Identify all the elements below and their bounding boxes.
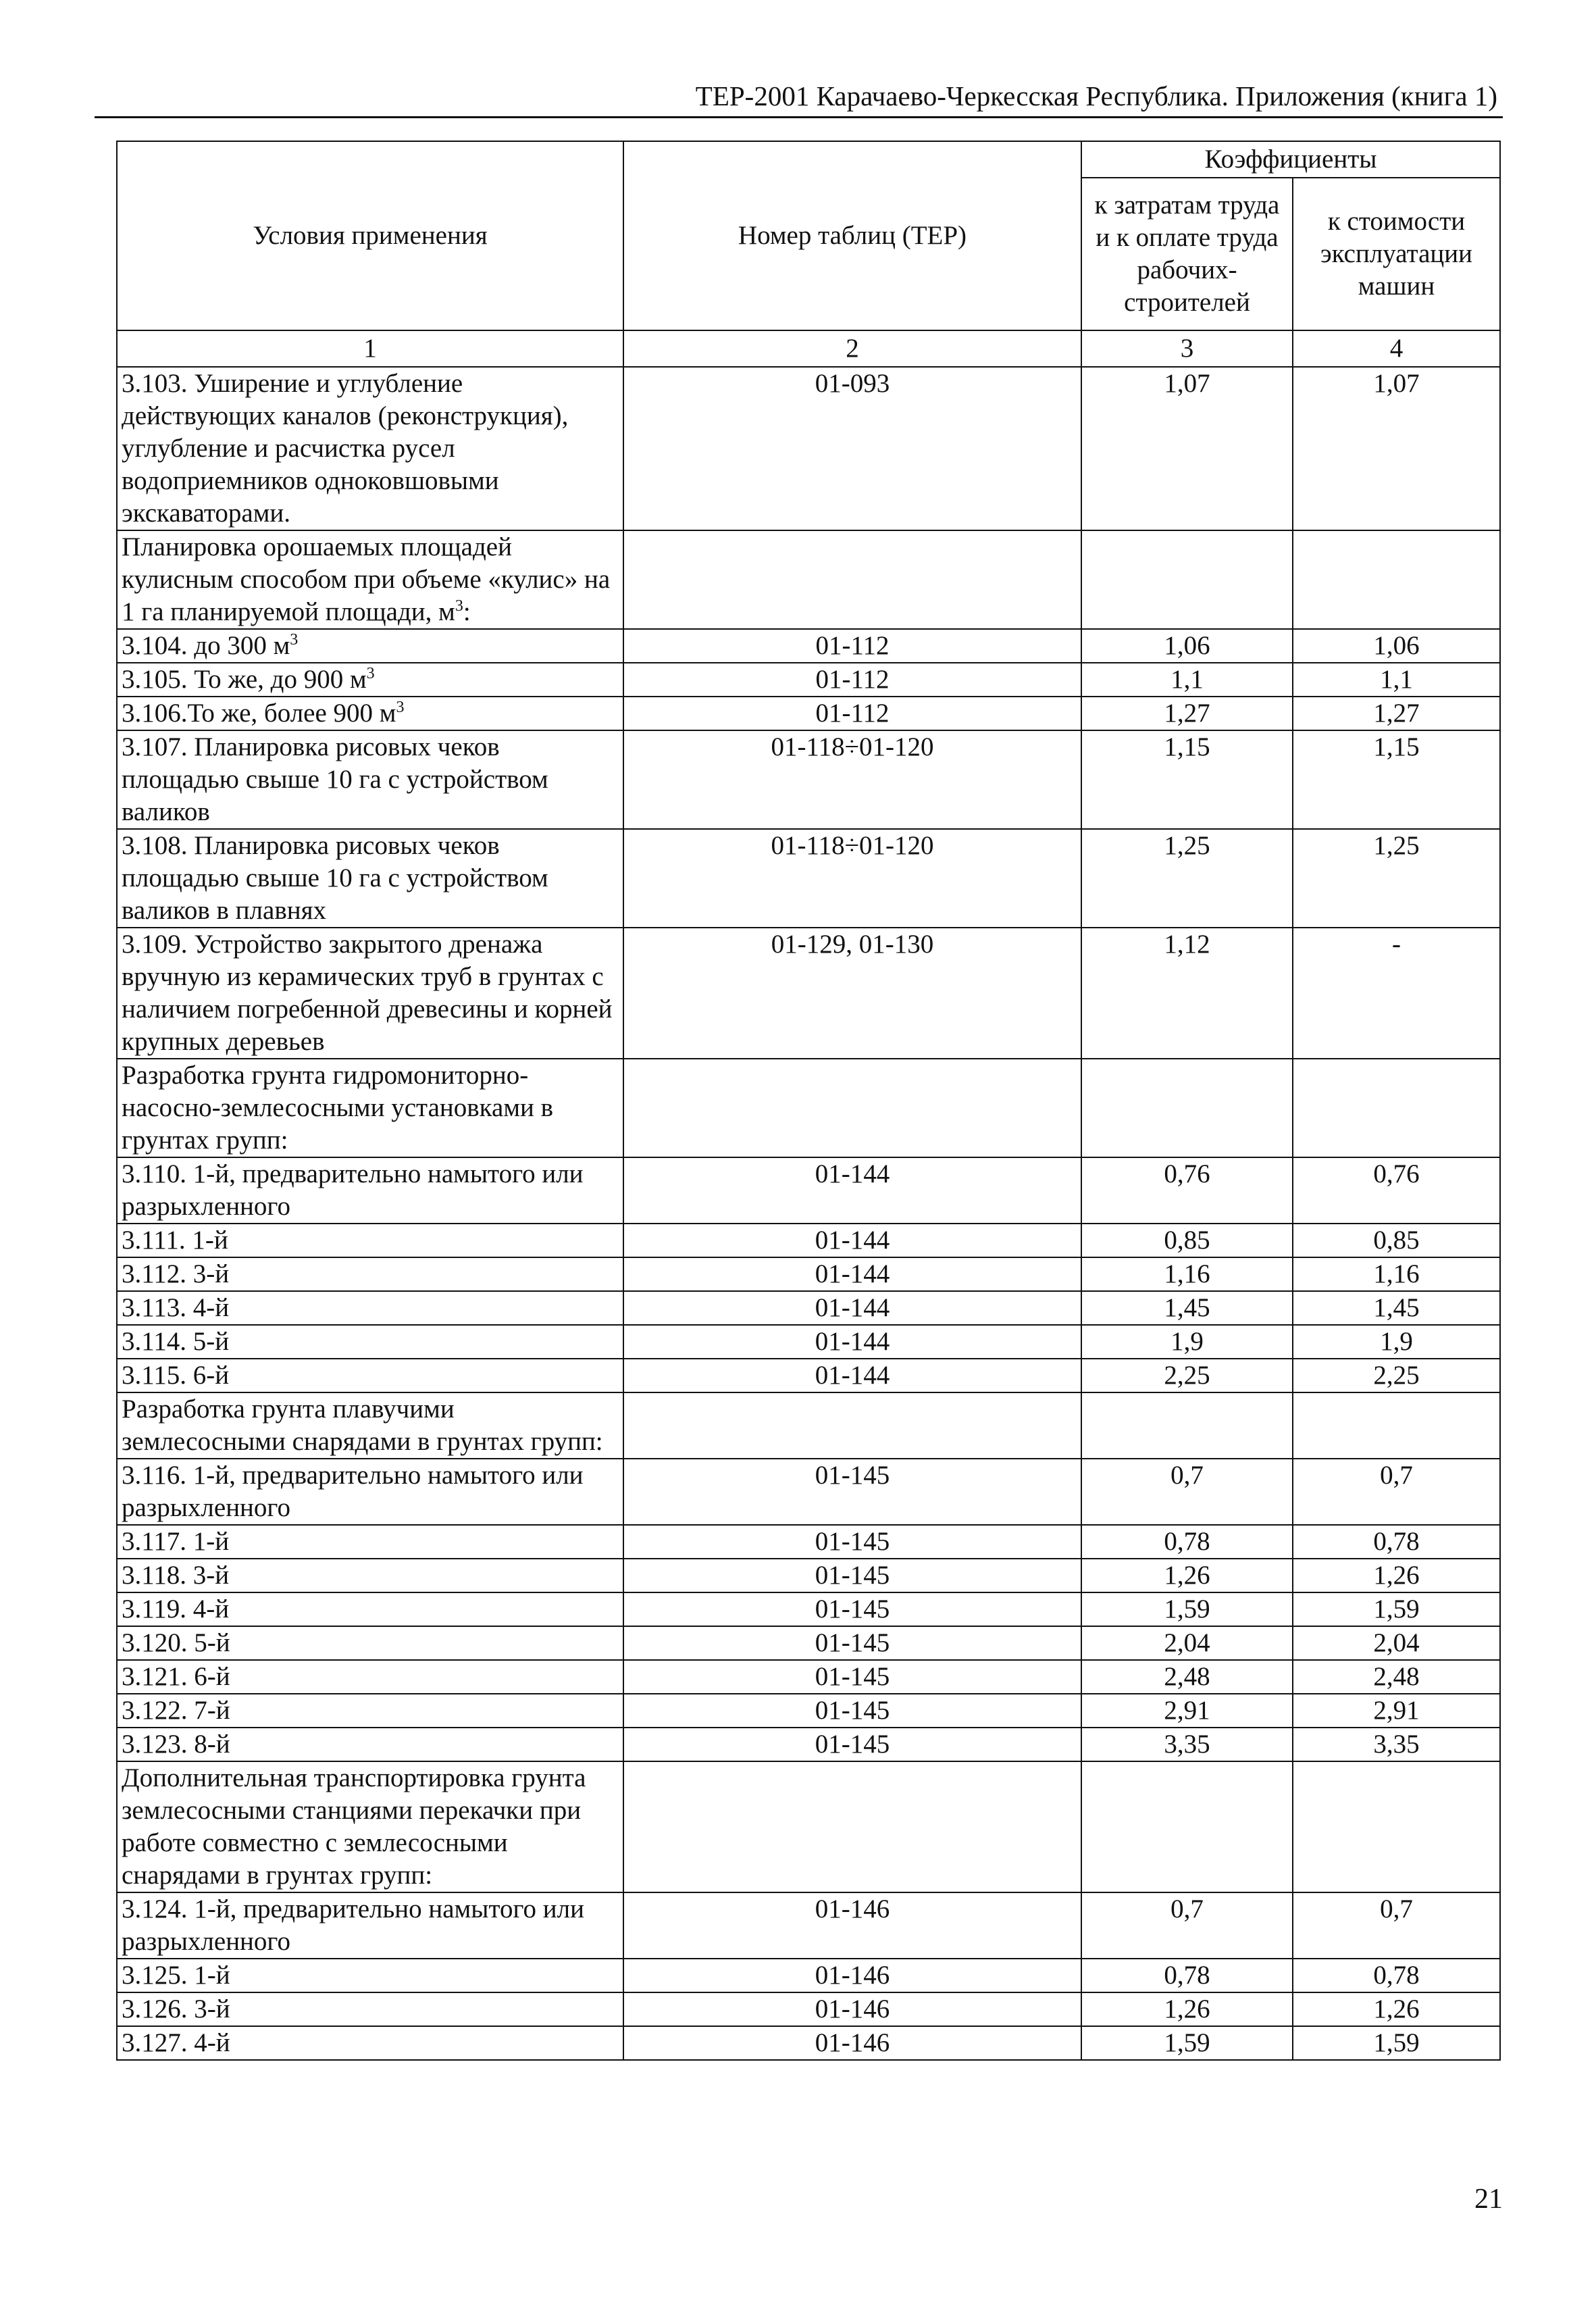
condition-text: 3.111. 1-й: [122, 1226, 228, 1255]
cell-labor-coefficient: 1,59: [1081, 2026, 1293, 2060]
cell-condition: [117, 1359, 623, 1392]
table-row: [117, 1761, 1500, 1892]
table-row: [117, 1359, 1500, 1392]
table-row: [117, 730, 1500, 829]
cell-table-number: 01-145: [623, 1626, 1081, 1660]
cell-table-number: 01-144: [623, 1257, 1081, 1291]
document-title: ТЕР-2001 Карачаево-Черкесская Республика. Приложения (книга 1): [695, 80, 1497, 111]
condition-text: 3.126. 3-й: [122, 1994, 230, 2023]
condition-text: 3.105. То же, до 900 м: [122, 665, 367, 694]
cell-table-number: 01-145: [623, 1660, 1081, 1694]
condition-text: 3.120. 5-й: [122, 1628, 230, 1657]
table-row: [117, 1694, 1500, 1728]
table-row: [117, 1325, 1500, 1359]
table-row: [117, 1291, 1500, 1325]
cell-table-number: 01-112: [623, 663, 1081, 697]
cell-labor-coefficient: 2,25: [1081, 1359, 1293, 1392]
unit-superscript: 3: [455, 597, 463, 615]
cell-labor-coefficient: 1,06: [1081, 629, 1293, 663]
table-row: [117, 1559, 1500, 1592]
cell-labor-coefficient: 1,26: [1081, 1559, 1293, 1592]
cell-table-number: 01-144: [623, 1224, 1081, 1257]
condition-text: 3.117. 1-й: [122, 1527, 230, 1556]
cell-machine-coefficient: 0,78: [1293, 1525, 1500, 1559]
column-number: 4: [1293, 330, 1500, 367]
cell-table-number: 01-144: [623, 1359, 1081, 1392]
cell-labor-coefficient: 3,35: [1081, 1728, 1293, 1761]
cell-table-number: 01-145: [623, 1459, 1081, 1525]
cell-table-number: 01-145: [623, 1525, 1081, 1559]
table-row: [117, 663, 1500, 697]
condition-text: Разработка грунта гидромониторно-насосно-землесосными установками в грунтах групп:: [122, 1061, 554, 1155]
cell-labor-coefficient: 1,59: [1081, 1592, 1293, 1626]
cell-machine-coefficient: 1,15: [1293, 730, 1500, 829]
cell-condition: [117, 928, 623, 1059]
cell-labor-coefficient: 1,45: [1081, 1291, 1293, 1325]
cell-table-number: 01-146: [623, 1992, 1081, 2026]
cell-table-number: 01-144: [623, 1291, 1081, 1325]
table-row: [117, 697, 1500, 730]
table-row: [117, 629, 1500, 663]
table-row: [117, 1059, 1500, 1157]
cell-condition: [117, 1959, 623, 1992]
condition-text: 3.127. 4-й: [122, 2028, 230, 2057]
cell-condition: [117, 730, 623, 829]
cell-condition: [117, 697, 623, 730]
unit-superscript: 3: [396, 699, 405, 716]
cell-table-number: [623, 1392, 1081, 1459]
cell-labor-coefficient: 0,7: [1081, 1892, 1293, 1959]
cell-condition: [117, 1626, 623, 1660]
table-row: [117, 1892, 1500, 1959]
cell-machine-coefficient: 1,59: [1293, 2026, 1500, 2060]
condition-text: 3.103. Уширение и углубление действующих каналов (реконструкция), углубление и расчистка русел водоприемников одноковшовыми экскаваторами.: [122, 369, 569, 528]
cell-condition: [117, 663, 623, 697]
condition-text: 3.108. Планировка рисовых чеков площадью свыше 10 га с устройством валиков в плавнях: [122, 831, 548, 925]
header-coefficients: Коэффициенты: [1081, 141, 1500, 178]
cell-condition: [117, 1392, 623, 1459]
cell-labor-coefficient: 1,07: [1081, 367, 1293, 530]
cell-condition: [117, 1525, 623, 1559]
condition-text: 3.106.То же, более 900 м: [122, 699, 396, 728]
cell-machine-coefficient: 1,59: [1293, 1592, 1500, 1626]
cell-table-number: 01-146: [623, 1892, 1081, 1959]
header-conditions: Условия применения: [117, 141, 623, 330]
table-row: [117, 1525, 1500, 1559]
cell-condition: [117, 1257, 623, 1291]
cell-labor-coefficient: 0,7: [1081, 1459, 1293, 1525]
cell-table-number: 01-146: [623, 2026, 1081, 2060]
table-row: [117, 1592, 1500, 1626]
cell-machine-coefficient: [1293, 1392, 1500, 1459]
cell-labor-coefficient: 1,12: [1081, 928, 1293, 1059]
cell-condition: [117, 629, 623, 663]
cell-machine-coefficient: 1,25: [1293, 829, 1500, 928]
cell-labor-coefficient: [1081, 1059, 1293, 1157]
cell-condition: [117, 829, 623, 928]
cell-machine-coefficient: 1,27: [1293, 697, 1500, 730]
cell-machine-coefficient: 1,9: [1293, 1325, 1500, 1359]
table-row: [117, 1626, 1500, 1660]
cell-table-number: 01-093: [623, 367, 1081, 530]
cell-machine-coefficient: -: [1293, 928, 1500, 1059]
cell-labor-coefficient: [1081, 1761, 1293, 1892]
cell-condition: [117, 530, 623, 629]
cell-table-number: [623, 1059, 1081, 1157]
condition-text: 3.116. 1-й, предварительно намытого или разрыхленного: [122, 1461, 584, 1522]
coefficients-table: [116, 141, 1501, 2061]
cell-table-number: [623, 530, 1081, 629]
unit-superscript: 3: [366, 665, 375, 682]
cell-labor-coefficient: 1,25: [1081, 829, 1293, 928]
condition-text: 3.123. 8-й: [122, 1730, 230, 1759]
table-body: [117, 367, 1500, 2060]
cell-machine-coefficient: 1,16: [1293, 1257, 1500, 1291]
cell-labor-coefficient: [1081, 530, 1293, 629]
cell-table-number: 01-145: [623, 1728, 1081, 1761]
condition-text: 3.114. 5-й: [122, 1327, 230, 1356]
condition-text: 3.115. 6-й: [122, 1361, 230, 1390]
cell-table-number: 01-112: [623, 697, 1081, 730]
column-number: 2: [623, 330, 1081, 367]
table-row: [117, 530, 1500, 629]
cell-condition: [117, 1059, 623, 1157]
condition-text: 3.125. 1-й: [122, 1961, 230, 1990]
cell-machine-coefficient: 1,26: [1293, 1992, 1500, 2026]
cell-condition: [117, 1660, 623, 1694]
cell-condition: [117, 367, 623, 530]
page-header: [95, 80, 1503, 118]
cell-machine-coefficient: 1,45: [1293, 1291, 1500, 1325]
cell-labor-coefficient: 0,78: [1081, 1959, 1293, 1992]
cell-condition: [117, 1992, 623, 2026]
cell-labor-coefficient: 2,91: [1081, 1694, 1293, 1728]
cell-table-number: 01-118÷01-120: [623, 730, 1081, 829]
table-row: [117, 1392, 1500, 1459]
cell-table-number: 01-112: [623, 629, 1081, 663]
cell-machine-coefficient: [1293, 1059, 1500, 1157]
table-row: [117, 928, 1500, 1059]
table-row: [117, 2026, 1500, 2060]
table-row: [117, 1992, 1500, 2026]
unit-superscript: 3: [290, 631, 299, 649]
cell-table-number: 01-145: [623, 1694, 1081, 1728]
cell-machine-coefficient: 3,35: [1293, 1728, 1500, 1761]
column-number: 1: [117, 330, 623, 367]
table-row: [117, 1660, 1500, 1694]
cell-labor-coefficient: 1,15: [1081, 730, 1293, 829]
cell-machine-coefficient: 2,48: [1293, 1660, 1500, 1694]
condition-text: 3.119. 4-й: [122, 1594, 230, 1624]
cell-condition: [117, 2026, 623, 2060]
condition-suffix: :: [463, 597, 471, 626]
table-row: [117, 1459, 1500, 1525]
header-labor: к затратам труда и к оплате труда рабочих-строителей: [1081, 178, 1293, 330]
cell-labor-coefficient: 1,27: [1081, 697, 1293, 730]
cell-machine-coefficient: 2,25: [1293, 1359, 1500, 1392]
table-row: [117, 1224, 1500, 1257]
condition-text: 3.110. 1-й, предварительно намытого или разрыхленного: [122, 1159, 584, 1221]
cell-labor-coefficient: 1,26: [1081, 1992, 1293, 2026]
cell-machine-coefficient: 0,85: [1293, 1224, 1500, 1257]
cell-machine-coefficient: [1293, 530, 1500, 629]
cell-condition: [117, 1325, 623, 1359]
cell-machine-coefficient: 1,26: [1293, 1559, 1500, 1592]
cell-table-number: 01-129, 01-130: [623, 928, 1081, 1059]
cell-labor-coefficient: 1,1: [1081, 663, 1293, 697]
cell-machine-coefficient: 1,06: [1293, 629, 1500, 663]
cell-table-number: 01-145: [623, 1592, 1081, 1626]
table-row: [117, 1157, 1500, 1224]
cell-condition: [117, 1459, 623, 1525]
cell-labor-coefficient: 2,04: [1081, 1626, 1293, 1660]
cell-labor-coefficient: 2,48: [1081, 1660, 1293, 1694]
condition-text: Дополнительная транспортировка грунта землесосными станциями перекачки при работе совместно с землесосными снарядами в грунтах групп:: [122, 1763, 586, 1890]
column-number: 3: [1081, 330, 1293, 367]
header-machines: к стоимости эксплуатации машин: [1293, 178, 1500, 330]
cell-machine-coefficient: 2,91: [1293, 1694, 1500, 1728]
page-number: 21: [1474, 2184, 1503, 2215]
table-row: [117, 1728, 1500, 1761]
cell-condition: [117, 1592, 623, 1626]
cell-condition: [117, 1559, 623, 1592]
cell-condition: [117, 1892, 623, 1959]
condition-text: 3.112. 3-й: [122, 1259, 230, 1288]
condition-text: 3.113. 4-й: [122, 1293, 230, 1322]
cell-condition: [117, 1224, 623, 1257]
cell-machine-coefficient: 0,78: [1293, 1959, 1500, 1992]
table-row: [117, 829, 1500, 928]
condition-text: Разработка грунта плавучими землесосными снарядами в грунтах групп:: [122, 1394, 603, 1456]
cell-table-number: [623, 1761, 1081, 1892]
condition-text: 3.124. 1-й, предварительно намытого или разрыхленного: [122, 1894, 584, 1956]
condition-text: 3.107. Планировка рисовых чеков площадью свыше 10 га с устройством валиков: [122, 732, 548, 826]
cell-machine-coefficient: [1293, 1761, 1500, 1892]
condition-text: 3.109. Устройство закрытого дренажа вручную из керамических труб в грунтах с наличием погребенной древесины и корней крупных деревьев: [122, 930, 613, 1056]
condition-text: 3.104. до 300 м: [122, 631, 290, 660]
cell-machine-coefficient: 0,7: [1293, 1459, 1500, 1525]
table-row: [117, 1959, 1500, 1992]
cell-machine-coefficient: 2,04: [1293, 1626, 1500, 1660]
cell-table-number: 01-146: [623, 1959, 1081, 1992]
cell-machine-coefficient: 1,07: [1293, 367, 1500, 530]
cell-labor-coefficient: 1,16: [1081, 1257, 1293, 1291]
condition-text: 3.121. 6-й: [122, 1662, 230, 1691]
cell-table-number: 01-118÷01-120: [623, 829, 1081, 928]
table-row: [117, 1257, 1500, 1291]
cell-table-number: 01-144: [623, 1325, 1081, 1359]
cell-condition: [117, 1291, 623, 1325]
condition-text: 3.118. 3-й: [122, 1561, 230, 1590]
condition-text: 3.122. 7-й: [122, 1696, 230, 1725]
cell-machine-coefficient: 1,1: [1293, 663, 1500, 697]
cell-labor-coefficient: 0,85: [1081, 1224, 1293, 1257]
cell-condition: [117, 1157, 623, 1224]
cell-labor-coefficient: 1,9: [1081, 1325, 1293, 1359]
header-table-number: Номер таблиц (ТЕР): [623, 141, 1081, 330]
cell-condition: [117, 1694, 623, 1728]
cell-machine-coefficient: 0,76: [1293, 1157, 1500, 1224]
cell-condition: [117, 1761, 623, 1892]
table-row: [117, 367, 1500, 530]
cell-labor-coefficient: 0,78: [1081, 1525, 1293, 1559]
cell-condition: [117, 1728, 623, 1761]
condition-text: Планировка орошаемых площадей кулисным способом при объеме «кулис» на 1 га планируемой площади, м: [122, 532, 611, 626]
cell-labor-coefficient: 0,76: [1081, 1157, 1293, 1224]
cell-table-number: 01-144: [623, 1157, 1081, 1224]
cell-labor-coefficient: [1081, 1392, 1293, 1459]
cell-table-number: 01-145: [623, 1559, 1081, 1592]
cell-machine-coefficient: 0,7: [1293, 1892, 1500, 1959]
